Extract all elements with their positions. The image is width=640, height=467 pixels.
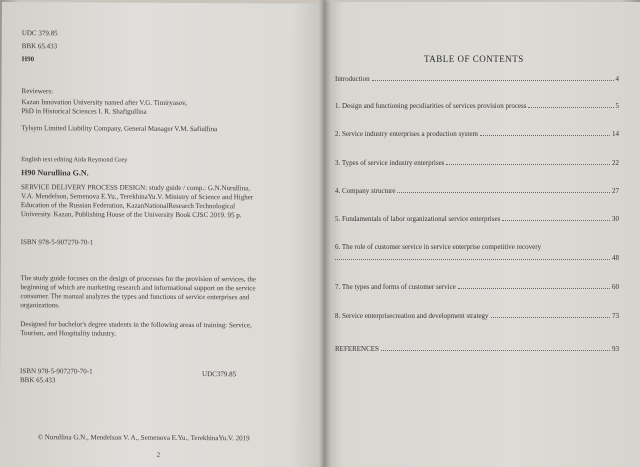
reviewer-2: Tylsym Limited Liability Company, General Manager V.M. Safiullina [21,124,218,134]
bibliographic-line-2: V.A. Mendelson, Semenova E.Yu., TerekhinaYu.V. Ministry of Science and Higher [20,192,254,202]
book-gutter [319,0,331,467]
copyright-line: © Nurullina G.N., Mendelson V. A., Semenova E.Yu., TerekhinaYu.V. 2019 [37,433,250,443]
reviewers-heading: Reviewers: [21,87,54,96]
toc-entry-introduction[interactable] [335,71,619,83]
reviewer-1-line-1: Kazan Innovation University named after V.G. Timiryasov, [21,98,188,107]
toc-entry-label: 5. Fundamentals of labor organizational service enterprises [335,215,501,223]
toc-title: TABLE OF CONTENTS [424,54,524,64]
toc-entry-6-continuation[interactable] [335,252,619,262]
toc-leader-dots [491,316,610,318]
right-page [324,2,640,467]
bibliographic-line-3: Education of the Russian Federation, KazanNationalResearch Technological [20,201,236,211]
toc-entry-2[interactable] [335,126,619,138]
left-page [0,2,324,467]
toc-entry-page: 73 [612,312,619,320]
toc-leader-dots [381,349,610,351]
toc-entry-label: Introduction [335,75,370,83]
toc-entry-5[interactable] [335,211,619,223]
designed-line-1: Designed for bachelor's degree students in the following areas of training: Service, [20,320,252,330]
toc-entry-page: 93 [612,345,619,353]
bibliographic-line-4: University. Kazan, Publishing House of the University Book CJSC 2019. 95 p. [20,210,242,220]
udc-bottom: UDC379.85 [202,370,237,379]
designed-line-2: Tourism, and Hospitality industry. [20,329,116,338]
toc-leader-dots [458,287,610,289]
toc-entry-page: 14 [612,130,619,138]
toc-entry-label: 2. Service industry enterprises a production system [335,130,478,138]
toc-entry-3[interactable] [335,155,619,167]
toc-entry-page: 22 [612,159,619,167]
toc-entry-label: 8. Service enterprisecreation and development strategy [335,312,489,320]
editing-credit: English text editing Aida Reymond Grey [21,156,128,164]
toc-leader-dots [335,259,610,260]
page-number: 2 [156,450,161,459]
toc-entry-label: 1. Design and functioning peculiarities of services provision process [335,102,527,110]
isbn-bottom: ISBN 978-5-907270-70-1 [20,367,93,376]
toc-leader-dots [372,79,614,81]
abstract-line-3: consumer. The manual analyzes the types and functions of service enterprises and [20,292,250,302]
toc-entry-label: 3. Types of service industry enterprises [335,159,445,167]
toc-entry-page: 48 [612,254,619,262]
toc-entry-label: REFERENCES [335,345,379,353]
toc-entry-page: 4 [615,75,619,83]
reviewer-1-line-2: PhD in Historical Sciences I. R. Shafigullina [21,107,147,116]
toc-leader-dots [446,163,610,165]
toc-entry-page: 30 [612,215,619,223]
isbn-top: ISBN 978-5-907270-70-1 [20,238,94,247]
toc-entry-6[interactable] [335,239,619,251]
abstract-line-4: organizations. [20,301,60,310]
author-code: H90 [21,55,35,64]
author-heading: H90 Nurullina G.N. [21,168,89,178]
toc-entry-8[interactable] [335,308,619,320]
toc-leader-dots [480,134,610,136]
udc-code: UDC 379.85 [21,29,58,38]
toc-entry-label: 4. Company structure [335,187,396,195]
bbk-bottom: BBK 65.433 [19,376,56,385]
toc-entry-page: 60 [612,283,619,291]
abstract-line-1: The study guide focuses on the design of processes for the provision of services, the [20,274,256,284]
abstract-line-2: beginning of which are marketing research and informational support on the service [20,283,256,293]
toc-entry-7[interactable] [335,279,619,291]
toc-entry-page: 5 [615,102,619,110]
toc-entry-label: 7. The types and forms of customer service [335,283,456,291]
toc-entry-page: 27 [612,187,619,195]
bibliographic-line-1: SERVICE DELIVERY PROCESS DESIGN: study guide / comp.: G.N.Nurullina, [21,183,251,193]
toc-leader-dots [397,191,610,193]
toc-entry-1[interactable] [335,98,619,110]
bbk-code: BBK 65.433 [21,42,58,51]
toc-leader-dots [502,219,610,221]
toc-entry-4[interactable] [335,183,619,195]
toc-entry-label: 6. The role of customer service in service enterprise competitive recovery [335,243,542,251]
toc-entry-references[interactable] [335,341,619,353]
toc-leader-dots [528,106,613,108]
